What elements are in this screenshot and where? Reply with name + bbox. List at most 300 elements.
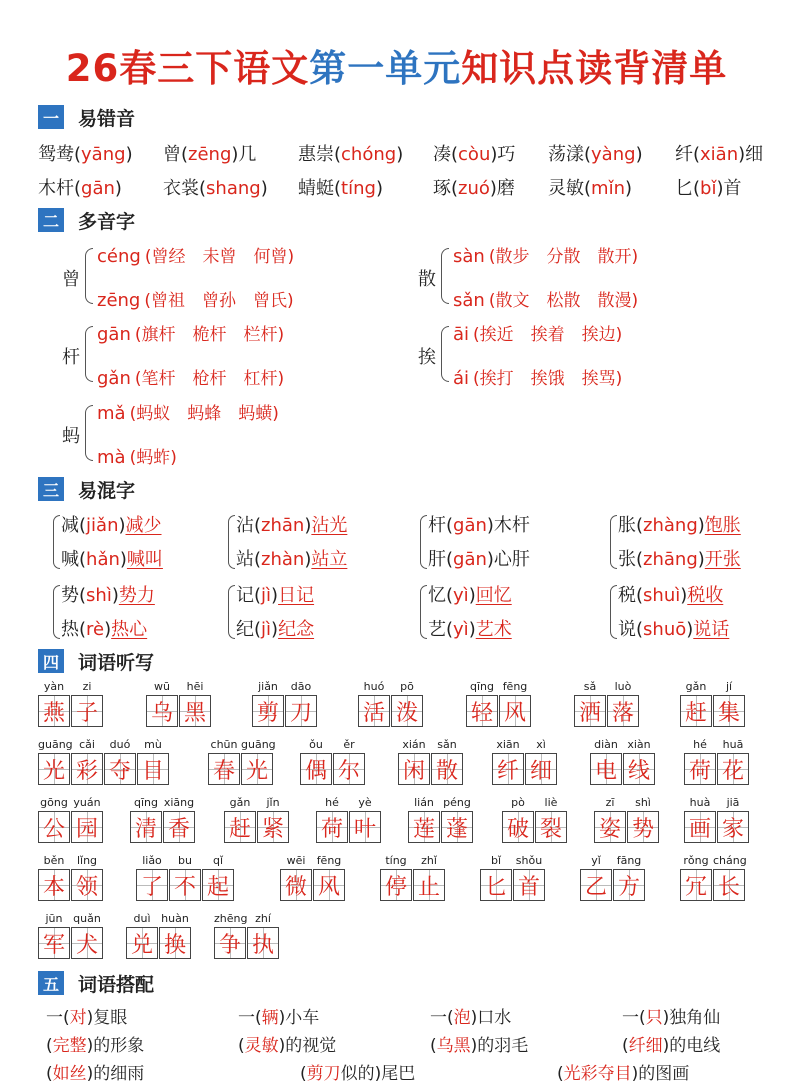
yihunzi-item <box>236 545 347 571</box>
pinyin: lǐng <box>76 854 98 867</box>
item-text: )首 <box>716 178 742 199</box>
tianzige-cell: 方 <box>613 869 645 901</box>
example-word: 减少 <box>125 515 162 536</box>
item-text: 琢( <box>433 178 459 199</box>
pinyin: sǎ <box>583 680 597 693</box>
item-pinyin: shuō <box>643 619 687 640</box>
item-text: 惠崇( <box>298 144 342 165</box>
answer: 纤细 <box>628 1036 663 1056</box>
section-header-3 <box>38 477 135 501</box>
pinyin: huó <box>363 680 385 693</box>
pinyin: jiǎn <box>258 680 278 693</box>
tianzige-cell: 乌 <box>146 695 178 727</box>
tianzige-cell: 莲 <box>408 811 440 843</box>
item-text: ) <box>104 619 112 640</box>
pinyin: quǎn <box>73 912 101 925</box>
pinyin: lián <box>414 796 434 809</box>
item-text: 纪( <box>236 619 262 640</box>
item-text: ) <box>624 178 633 199</box>
item-pinyin: yàng <box>591 144 636 165</box>
tianzige-cell: 光 <box>241 753 273 785</box>
brace-icon <box>610 585 617 639</box>
item-text: )复眼 <box>86 1008 128 1028</box>
tianzige-cell: 公 <box>38 811 70 843</box>
item-pinyin: shì <box>86 585 112 606</box>
pinyin: gǎn <box>97 368 131 389</box>
tianzige-cell: 子 <box>71 695 103 727</box>
item-text: )的图画 <box>631 1064 690 1084</box>
tianzige-cell: 本 <box>38 869 70 901</box>
yihunzi-item <box>428 615 512 641</box>
pinyin: xiāng <box>163 796 195 809</box>
item-pinyin: jì <box>261 619 272 640</box>
pinyin: xiān <box>496 738 520 751</box>
item-text: 匕( <box>675 178 701 199</box>
dapei-item <box>622 1003 720 1028</box>
title-part-2: 第一单元 <box>309 47 462 90</box>
pinyin: mǎ <box>97 403 126 424</box>
item-text: 衣裳( <box>163 178 207 199</box>
pinyin: mà <box>97 447 126 468</box>
tianzige-cell: 洒 <box>574 695 606 727</box>
tianzige-cell: 长 <box>713 869 745 901</box>
tianzige-cell: 蓬 <box>441 811 473 843</box>
pinyin: sǎn <box>453 290 485 311</box>
example-word: 势力 <box>118 585 155 606</box>
item-pinyin: zhāng <box>643 549 698 570</box>
item-text: ) <box>125 144 133 165</box>
tianzige-cell: 停 <box>380 869 412 901</box>
duoyinzi-line <box>453 364 622 389</box>
pinyin: qīng <box>470 680 494 693</box>
pinyin: guāng <box>241 738 276 751</box>
item-text: ( <box>300 1064 307 1084</box>
yicuoyin-item <box>38 140 133 166</box>
duoyinzi-line <box>453 242 638 267</box>
pinyin: sàn <box>453 246 485 267</box>
item-text: ( <box>557 1064 564 1084</box>
section-header-5 <box>38 971 154 995</box>
item-text: 灵敏( <box>548 178 592 199</box>
tianzige-cell: 画 <box>684 811 716 843</box>
pinyin: zī <box>605 796 615 809</box>
item-pinyin: xiān <box>700 144 739 165</box>
tianzige-cell: 散 <box>431 753 463 785</box>
tianzige-cell: 兑 <box>126 927 158 959</box>
example-words: (曾祖 曾孙 曾氏) <box>144 291 294 311</box>
item-text: ) <box>375 178 383 199</box>
tianzige-cell: 光 <box>38 753 70 785</box>
tianzige-cell: 冗 <box>680 869 712 901</box>
tianzige-cell: 偶 <box>300 753 332 785</box>
tianzige-cell: 匕 <box>480 869 512 901</box>
tianzige-cell: 赶 <box>680 695 712 727</box>
answer: 完整 <box>52 1036 87 1056</box>
item-text: ( <box>238 1036 245 1056</box>
tianzige-cell: 纤 <box>492 753 524 785</box>
tianzige-cell: 首 <box>513 869 545 901</box>
item-text: ) <box>635 144 643 165</box>
tianzige-cell: 姿 <box>594 811 626 843</box>
tianzige-cell: 止 <box>413 869 445 901</box>
page-title <box>0 38 793 92</box>
pinyin: zi <box>82 680 92 693</box>
pinyin: jǐn <box>266 796 280 809</box>
item-text: 张( <box>618 549 644 570</box>
duoyinzi-line <box>453 320 622 345</box>
pinyin: hēi <box>186 680 204 693</box>
duoyinzi-line <box>97 364 284 389</box>
tianzige-cell: 细 <box>525 753 557 785</box>
tianzige-cell: 花 <box>717 753 749 785</box>
yihunzi-item <box>618 511 741 537</box>
pinyin: zhí <box>255 912 271 925</box>
item-pinyin: rè <box>86 619 105 640</box>
example-words: (笔杆 枪杆 杠杆) <box>134 369 285 389</box>
item-pinyin: shang <box>206 178 261 199</box>
answer: 光彩夺目 <box>563 1064 632 1084</box>
item-text: )心肝 <box>486 549 530 570</box>
pinyin: duó <box>109 738 131 751</box>
item-pinyin: zhān <box>261 515 305 536</box>
pinyin: qǐ <box>212 854 224 867</box>
pinyin: hé <box>693 738 707 751</box>
pinyin: dāo <box>290 680 312 693</box>
example-word: 站立 <box>311 549 348 570</box>
tianzige-cell: 换 <box>159 927 191 959</box>
brace-icon <box>420 515 427 569</box>
item-text: )木杆 <box>486 515 530 536</box>
dapei-item <box>430 1031 528 1056</box>
yihunzi-item <box>61 581 155 607</box>
example-words: (曾经 未曾 何曾) <box>144 247 295 267</box>
item-pinyin: gān <box>453 515 487 536</box>
title-part-1: 26春三下语文 <box>65 47 310 90</box>
tianzige-cell: 军 <box>38 927 70 959</box>
item-text: ) <box>271 619 279 640</box>
pinyin: cháng <box>713 854 747 867</box>
tianzige-cell: 乙 <box>580 869 612 901</box>
tianzige-cell: 裂 <box>535 811 567 843</box>
pinyin: mù <box>144 738 162 751</box>
tianzige-cell: 春 <box>208 753 240 785</box>
example-words: (旗杆 桅杆 栏杆) <box>134 325 285 345</box>
example-word: 沾光 <box>311 515 348 536</box>
duoyinzi-char: 杆 <box>62 347 80 368</box>
pinyin: fēng <box>316 854 342 867</box>
item-text: ( <box>430 1036 437 1056</box>
example-word: 开张 <box>704 549 741 570</box>
yicuoyin-item <box>548 174 632 200</box>
tianzige-cell: 目 <box>137 753 169 785</box>
item-text: ) <box>697 515 705 536</box>
item-text: ) <box>118 515 126 536</box>
dapei-item <box>238 1031 336 1056</box>
tianzige-cell: 犬 <box>71 927 103 959</box>
pinyin: bu <box>178 854 192 867</box>
brace-icon <box>53 515 60 569</box>
item-text: 凑( <box>433 144 459 165</box>
pinyin: sǎn <box>437 738 457 751</box>
item-text: 曾( <box>163 144 189 165</box>
tianzige-cell: 清 <box>130 811 162 843</box>
tianzige-cell: 集 <box>713 695 745 727</box>
answer: 乌黑 <box>436 1036 471 1056</box>
duoyinzi-char: 散 <box>418 269 436 290</box>
item-text: 鸳鸯( <box>38 144 82 165</box>
item-pinyin: gān <box>453 549 487 570</box>
duoyinzi-line <box>453 286 638 311</box>
section-number-badge: 五 <box>38 971 64 995</box>
tianzige-cell: 赶 <box>224 811 256 843</box>
pinyin: chūn <box>210 738 238 751</box>
item-pinyin: yì <box>453 619 469 640</box>
pinyin: shì <box>635 796 651 809</box>
pinyin: diàn <box>594 738 618 751</box>
duoyinzi-char: 蚂 <box>62 426 80 447</box>
duoyinzi-char: 曾 <box>62 269 80 290</box>
pinyin: xiàn <box>627 738 651 751</box>
tianzige-cell: 剪 <box>252 695 284 727</box>
item-text: )独角仙 <box>662 1008 721 1028</box>
duoyinzi-line <box>97 242 294 267</box>
brace-icon <box>85 248 93 304</box>
pinyin: liè <box>544 796 558 809</box>
tianzige-cell: 轻 <box>466 695 498 727</box>
brace-icon <box>53 585 60 639</box>
tianzige-cell: 势 <box>627 811 659 843</box>
section-title: 易混字 <box>78 479 136 502</box>
item-pinyin: jiǎn <box>86 515 119 536</box>
pinyin: gǎn <box>685 680 707 693</box>
yicuoyin-item <box>675 174 742 200</box>
item-text: ) <box>304 549 312 570</box>
pinyin: fāng <box>616 854 642 867</box>
tianzige-cell: 起 <box>202 869 234 901</box>
answer: 只 <box>645 1008 663 1028</box>
tianzige-cell: 执 <box>247 927 279 959</box>
tianzige-cell: 争 <box>214 927 246 959</box>
item-text: 热( <box>61 619 87 640</box>
pinyin: jūn <box>45 912 63 925</box>
pinyin: jí <box>725 680 733 693</box>
item-text: 一( <box>46 1008 70 1028</box>
yihunzi-item <box>236 581 314 607</box>
item-text: ) <box>468 619 476 640</box>
item-pinyin: bǐ <box>700 178 717 199</box>
duoyinzi-char: 挨 <box>418 347 436 368</box>
section-number-badge: 一 <box>38 105 64 129</box>
item-text: ( <box>622 1036 629 1056</box>
item-text: ( <box>46 1036 53 1056</box>
item-text: ) <box>680 585 688 606</box>
tianzige-cell: 微 <box>280 869 312 901</box>
item-text: ) <box>697 549 705 570</box>
pinyin: huàn <box>161 912 189 925</box>
yihunzi-item <box>618 545 741 571</box>
dapei-item <box>46 1003 127 1028</box>
tianzige-cell: 家 <box>717 811 749 843</box>
item-text: ) <box>468 585 476 606</box>
brace-icon <box>85 405 93 461</box>
tianzige-cell: 泼 <box>391 695 423 727</box>
pinyin: zhēng <box>214 912 248 925</box>
tianzige-cell: 香 <box>163 811 195 843</box>
duoyinzi-line <box>97 399 279 424</box>
pinyin: xián <box>402 738 426 751</box>
example-words: (挨近 挨着 挨边) <box>473 325 623 345</box>
example-word: 纪念 <box>278 619 315 640</box>
item-pinyin: còu <box>458 144 491 165</box>
item-text: ) <box>396 144 404 165</box>
pinyin: yàn <box>43 680 65 693</box>
pinyin: gǎn <box>229 796 251 809</box>
item-text: ) <box>114 178 122 199</box>
brace-icon <box>85 326 93 382</box>
pinyin: gān <box>97 324 131 345</box>
yihunzi-item <box>428 511 530 537</box>
yihunzi-item <box>236 511 347 537</box>
yihunzi-item <box>236 615 314 641</box>
section-header-4 <box>38 649 154 673</box>
example-word: 回忆 <box>475 585 512 606</box>
item-text: 肝( <box>428 549 454 570</box>
tianzige-cell: 紧 <box>257 811 289 843</box>
yihunzi-item <box>618 581 723 607</box>
item-text: ) <box>119 549 127 570</box>
pinyin: péng <box>443 796 471 809</box>
pinyin: zēng <box>97 290 141 311</box>
example-words: (蚂蚱) <box>129 448 177 468</box>
item-text: 势( <box>61 585 87 606</box>
item-text: )小车 <box>278 1008 320 1028</box>
item-text: 纤( <box>675 144 701 165</box>
item-text: ) <box>260 178 268 199</box>
yihunzi-item <box>428 545 530 571</box>
pinyin: ǒu <box>309 738 323 751</box>
tianzige-cell: 电 <box>590 753 622 785</box>
item-text: 一( <box>430 1008 454 1028</box>
tianzige-cell: 了 <box>136 869 168 901</box>
item-pinyin: mǐn <box>591 178 625 199</box>
item-text: ) <box>271 585 279 606</box>
answer: 灵敏 <box>244 1036 279 1056</box>
tianzige-cell: 叶 <box>349 811 381 843</box>
section-number-badge: 二 <box>38 208 64 232</box>
yicuoyin-item <box>433 140 515 166</box>
section-header-1 <box>38 105 135 129</box>
yicuoyin-item <box>548 140 643 166</box>
item-pinyin: hǎn <box>86 549 120 570</box>
pinyin: tíng <box>385 854 407 867</box>
item-pinyin: shuì <box>643 585 681 606</box>
tianzige-cell: 不 <box>169 869 201 901</box>
item-text: 沾( <box>236 515 262 536</box>
item-text: )的形象 <box>86 1036 145 1056</box>
pinyin: rǒng <box>683 854 709 867</box>
example-word: 税收 <box>687 585 724 606</box>
brace-icon <box>228 515 235 569</box>
answer: 对 <box>69 1008 87 1028</box>
item-text: 荡漾( <box>548 144 592 165</box>
example-words: (散文 松散 散漫) <box>488 291 639 311</box>
duoyinzi-line <box>97 443 177 468</box>
item-text: )的羽毛 <box>470 1036 529 1056</box>
item-pinyin: zuó <box>458 178 490 199</box>
pinyin: zhǐ <box>421 854 437 867</box>
item-text: 记( <box>236 585 262 606</box>
item-text: 喊( <box>61 549 87 570</box>
pinyin: pō <box>400 680 414 693</box>
yihunzi-item <box>428 581 512 607</box>
pinyin: ái <box>453 368 470 389</box>
yicuoyin-item <box>163 140 256 166</box>
example-word: 艺术 <box>475 619 512 640</box>
item-pinyin: jì <box>261 585 272 606</box>
section-number-badge: 四 <box>38 649 64 673</box>
tianzige-cell: 闲 <box>398 753 430 785</box>
dapei-item <box>622 1031 720 1056</box>
item-text: 说( <box>618 619 644 640</box>
yihunzi-item <box>61 545 163 571</box>
item-text: 税( <box>618 585 644 606</box>
tianzige-cell: 黑 <box>179 695 211 727</box>
tianzige-cell: 线 <box>623 753 655 785</box>
section-header-2 <box>38 208 135 232</box>
item-pinyin: tíng <box>341 178 376 199</box>
brace-icon <box>228 585 235 639</box>
section-title: 多音字 <box>78 210 136 233</box>
pinyin: huà <box>689 796 711 809</box>
item-text: ) <box>111 585 119 606</box>
item-text: 似的)尾巴 <box>340 1064 416 1084</box>
item-text: 忆( <box>428 585 454 606</box>
item-text: 木杆( <box>38 178 82 199</box>
item-text: )的视觉 <box>278 1036 337 1056</box>
pinyin: yuán <box>73 796 101 809</box>
item-pinyin: gān <box>81 178 115 199</box>
answer: 如丝 <box>52 1064 87 1084</box>
pinyin: jiā <box>726 796 740 809</box>
pinyin: yè <box>358 796 372 809</box>
item-pinyin: yì <box>453 585 469 606</box>
tianzige-cell: 夺 <box>104 753 136 785</box>
answer: 泡 <box>453 1008 471 1028</box>
yihunzi-item <box>61 511 162 537</box>
yicuoyin-item <box>675 140 763 166</box>
pinyin: ěr <box>343 738 355 751</box>
tianzige-cell: 落 <box>607 695 639 727</box>
pinyin: liǎo <box>142 854 162 867</box>
example-words: (挨打 挨饿 挨骂) <box>473 369 623 389</box>
yihunzi-item <box>618 615 729 641</box>
duoyinzi-line <box>97 286 294 311</box>
item-text: )细 <box>738 144 764 165</box>
yicuoyin-item <box>163 174 268 200</box>
tianzige-cell: 活 <box>358 695 390 727</box>
pinyin: wū <box>154 680 170 693</box>
pinyin: guāng <box>38 738 73 751</box>
section-number-badge: 三 <box>38 477 64 501</box>
yihunzi-item <box>61 615 147 641</box>
brace-icon <box>610 515 617 569</box>
example-word: 日记 <box>278 585 315 606</box>
item-pinyin: yāng <box>81 144 126 165</box>
pinyin: bǐ <box>490 854 502 867</box>
item-text: 站( <box>236 549 262 570</box>
item-text: ) <box>686 619 694 640</box>
tianzige-cell: 彩 <box>71 753 103 785</box>
